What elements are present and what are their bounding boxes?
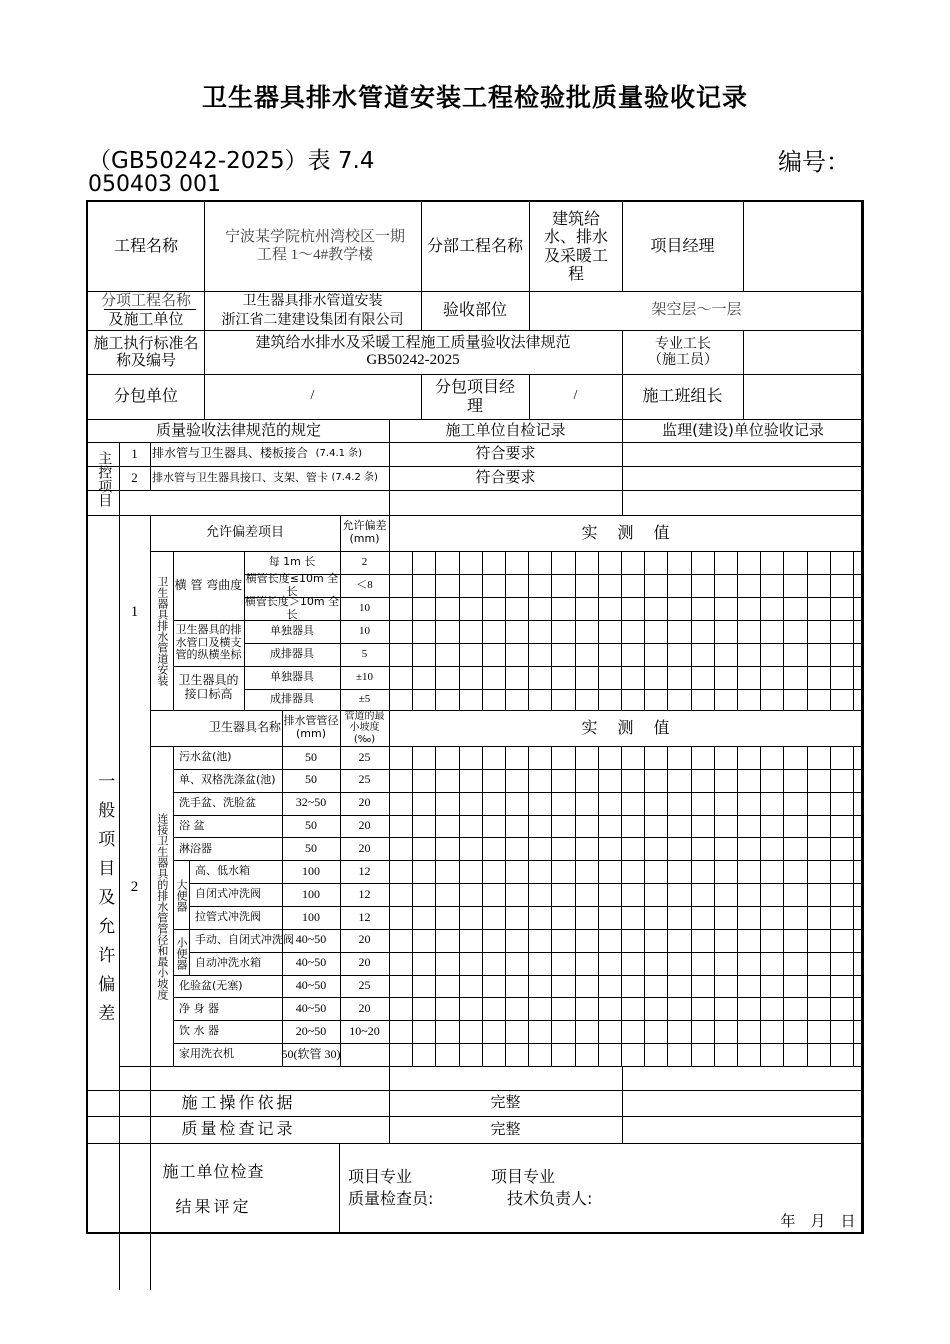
p2-row-slope: 20 — [358, 1000, 371, 1015]
p2-row-dia: 40~50 — [295, 932, 327, 947]
p2-col-name: 卫生器具名称 — [208, 720, 281, 735]
p2-row-dia: 50 — [305, 772, 317, 787]
p1-row-name: 横管长度≤10m 全长 — [245, 571, 339, 598]
p1-row-dev: ±10 — [355, 671, 374, 684]
p2-measured-header: 实 测 值 — [581, 717, 672, 737]
p2-row-slope: 10~20 — [349, 1023, 380, 1038]
p2-col-slope: 管道的最小坡度(‰) — [344, 710, 385, 745]
project-name-label: 工程名称 — [113, 236, 178, 256]
p2-row-name: 洗手盆、洗脸盆 — [179, 795, 256, 809]
p1-sub-c: 卫生器具的接口标高 — [178, 673, 239, 701]
p2-row-name: 手动、自闭式冲洗阀 — [195, 932, 294, 946]
standard-value: 建筑给水排水及采暖工程施工质量验收法律规范 GB50242-2025 — [255, 334, 571, 368]
p2-row-name: 高、低水箱 — [195, 864, 250, 878]
item-label-2: 及施工单位 — [108, 310, 184, 329]
item-value-2: 浙江省二建建设集团有限公司 — [221, 311, 404, 328]
p1-col-dev: 允许偏差(mm) — [342, 519, 387, 545]
pm-label: 项目经理 — [650, 236, 715, 256]
p2-row-dia: 100 — [302, 886, 320, 901]
p2-row-slope: 12 — [358, 886, 371, 901]
p2-row-dia: 100 — [302, 909, 320, 924]
p1-row-dev: 10 — [359, 625, 370, 638]
page-title: 卫生器具排水管道安装工程检验批质量验收记录 — [201, 83, 748, 112]
p2-row-name: 化验盆(无塞) — [179, 978, 243, 992]
p2-row-slope: 20 — [358, 795, 371, 810]
mc-item-2: 排水管与卫生器具接口、支架、管卡 (7.4.2 条) — [152, 470, 378, 484]
p2-row-dia: 32~50 — [295, 795, 327, 810]
p2-row-slope: 25 — [358, 749, 371, 764]
foreman-label: 专业工长（施工员） — [648, 335, 718, 368]
p2-group: 连接卫生器具的排水管管径和最小坡度 — [155, 812, 169, 1000]
subcontractor-value: / — [310, 388, 315, 404]
p1-row-name: 成排器具 — [270, 647, 314, 661]
pm-value[interactable] — [743, 202, 864, 291]
supervision-header: 监理(建设)单位验收记录 — [662, 420, 824, 439]
form-number: 050403 001 — [88, 172, 221, 197]
mc-result-1: 符合要求 — [475, 444, 536, 463]
basis-label: 施工操作依据 — [181, 1092, 296, 1112]
location-value: 架空层～一层 — [651, 301, 742, 318]
p2-row-name: 污水盆(池) — [179, 750, 232, 764]
p1-row-name: 成排器具 — [270, 692, 314, 706]
p2-da: 大便器 — [175, 879, 189, 912]
location-label: 验收部位 — [442, 300, 507, 320]
p2-row-dia: 50(软管 30) — [281, 1046, 341, 1061]
p2-row-dia: 50 — [305, 840, 317, 855]
mc-item-1: 排水管与卫生器具、楼板接合 (7.4.1 条) — [152, 446, 363, 461]
main-control-label: 主控项目 — [96, 450, 113, 507]
general-label: 一般项目及允许偏差 — [94, 772, 115, 1033]
p2-row-slope: 12 — [358, 909, 371, 924]
p2-row-slope: 20 — [358, 955, 371, 970]
p1-row-dev: ＜8 — [356, 579, 373, 592]
p2-row-dia: 40~50 — [295, 1000, 327, 1015]
p2-xiao: 小便器 — [175, 936, 189, 970]
p1-row-name: 单独器具 — [270, 624, 314, 638]
p2-row-dia: 40~50 — [295, 955, 327, 970]
p2-row-name: 自动冲洗水箱 — [195, 955, 261, 969]
eval-label-2: 结果评定 — [175, 1196, 252, 1216]
p2-row-name: 拉管式冲洗阀 — [195, 910, 261, 924]
p2-row-name: 淋浴器 — [179, 841, 212, 855]
p1-group: 卫生器具排水管道安装 — [155, 575, 169, 686]
p2-col-dia: 排水管管径(mm) — [283, 714, 339, 740]
mc-result-2: 符合要求 — [475, 468, 536, 487]
p2-row-dia: 50 — [305, 818, 317, 833]
p2-row-dia: 20~50 — [295, 1023, 327, 1038]
p2-row-dia: 40~50 — [295, 978, 327, 993]
p1-no: 1 — [130, 603, 139, 620]
p2-row-slope: 20 — [358, 840, 371, 855]
p2-row-slope: 25 — [358, 772, 371, 787]
date-field[interactable]: 年 月 日 — [780, 1212, 856, 1231]
p2-row-slope: 25 — [358, 978, 371, 993]
p1-row-name: 横管长度＞10m 全长 — [244, 594, 340, 621]
inspection-form — [86, 200, 864, 1234]
spec-header: 质量验收法律规范的规定 — [155, 420, 321, 439]
mc-no-1: 1 — [131, 445, 138, 461]
p1-sub-a: 横 管 弯曲度 — [174, 577, 243, 592]
p1-row-dev: 5 — [361, 648, 368, 661]
p1-col-item: 允许偏差项目 — [205, 524, 284, 540]
p2-row-name: 净 身 器 — [179, 1001, 219, 1015]
inspector-label-1: 项目专业 — [348, 1166, 413, 1186]
p1-row-dev: ±5 — [358, 693, 371, 706]
p2-row-dia: 100 — [302, 863, 320, 878]
sub-pm-label: 分包项目经理 — [434, 377, 515, 415]
bianhao-label: 编号： — [778, 148, 850, 176]
p2-row-name: 单、双格洗涤盆(池) — [179, 772, 276, 786]
record-label: 质量检查记录 — [181, 1119, 296, 1139]
p1-row-name: 每 1m 长 — [268, 555, 316, 569]
p1-measured-header: 实 测 值 — [581, 522, 672, 542]
item-label-1: 分项工程名称 — [100, 290, 191, 309]
tech-label-1: 项目专业 — [491, 1166, 556, 1186]
inspector-label-2: 质量检查员: — [348, 1188, 434, 1208]
project-name-value: 宁波某学院杭州湾校区一期工程 1～4#教学楼 — [224, 229, 405, 263]
p2-row-name: 家用洗衣机 — [179, 1047, 234, 1061]
foreman-value[interactable] — [743, 330, 864, 374]
item-value-1: 卫生器具排水管道安装 — [242, 292, 383, 309]
p2-row-slope: 20 — [358, 932, 371, 947]
p1-sub-b: 卫生器具的排水管口及横支管的纵横坐标 — [175, 623, 242, 662]
p2-row-slope — [340, 1043, 389, 1066]
team-leader-label: 施工班组长 — [642, 386, 723, 406]
eval-label-1: 施工单位检查 — [162, 1161, 265, 1181]
sub-project-value: 建筑给水、排水及采暖工程 — [544, 208, 609, 283]
basis-value: 完整 — [490, 1093, 521, 1112]
standard-label: 施工执行标准名称及编号 — [93, 333, 199, 369]
p1-row-dev: 2 — [361, 556, 368, 569]
tech-label-2: 技术负责人: — [507, 1188, 593, 1208]
p2-row-slope: 20 — [358, 818, 371, 833]
self-check-header: 施工单位自检记录 — [445, 420, 566, 439]
subcontractor-label: 分包单位 — [113, 386, 178, 406]
p1-row-name: 单独器具 — [270, 670, 314, 684]
mc-no-2: 2 — [131, 469, 138, 485]
sub-project-label: 分部工程名称 — [426, 236, 523, 256]
standard-ref: （GB50242-2025）表 7.4 — [88, 148, 375, 174]
sub-pm-value: / — [573, 388, 578, 404]
p2-row-name: 自闭式冲洗阀 — [195, 887, 261, 901]
p1-row-dev: 10 — [359, 602, 370, 615]
record-value: 完整 — [490, 1119, 521, 1138]
p2-row-name: 饮 水 器 — [179, 1024, 219, 1038]
p2-row-slope: 12 — [358, 863, 371, 878]
p2-row-dia: 50 — [305, 749, 317, 764]
p2-no: 2 — [130, 879, 139, 896]
p2-row-name: 浴 盆 — [179, 818, 205, 832]
